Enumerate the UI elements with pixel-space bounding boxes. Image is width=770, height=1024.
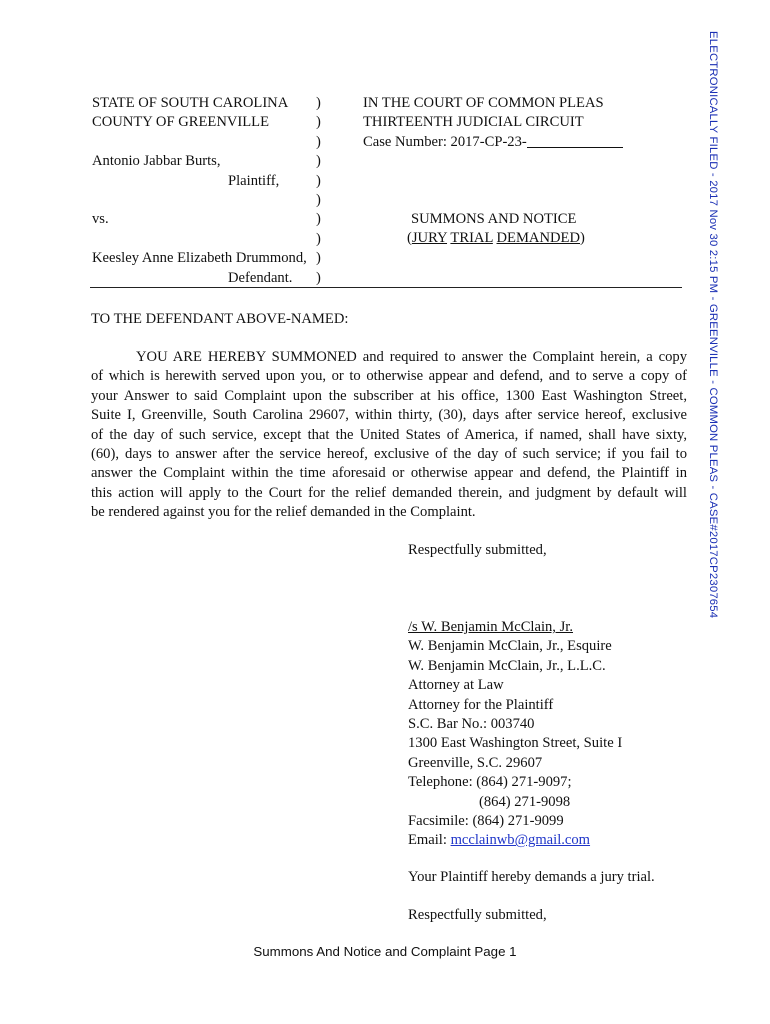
- document-title-block: [407, 210, 585, 249]
- firm-name: W. Benjamin McClain, Jr., L.L.C.: [408, 657, 606, 674]
- electronic-filing-stamp: ELECTRONICALLY FILED - 2017 Nov 30 2:15 PM - GREENVILLE - COMMON PLEAS - CASE#2017CP2307654: [707, 31, 719, 619]
- document-title: SUMMONS AND NOTICE: [411, 211, 577, 227]
- signature-block: [408, 618, 622, 851]
- plaintiff-label: Plaintiff,: [228, 172, 280, 189]
- bar-number: S.C. Bar No.: 003740: [408, 715, 535, 732]
- case-number-label: Case Number: 2017-CP-23-: [363, 133, 527, 150]
- closing: Respectfully submitted,: [408, 542, 547, 558]
- paren-open: (: [407, 230, 412, 247]
- facsimile: Facsimile: (864) 271-9099: [408, 812, 564, 829]
- attorney-role: Attorney for the Plaintiff: [408, 696, 554, 713]
- paren-close: ): [580, 230, 585, 247]
- jury-demand-statement: Your Plaintiff hereby demands a jury trial.: [408, 869, 655, 885]
- paren: ): [316, 191, 321, 208]
- jury-trial-demanded: [407, 229, 585, 248]
- paren: ): [316, 230, 321, 247]
- paren: ): [316, 133, 321, 150]
- email-line: [408, 831, 622, 850]
- body-line: YOU ARE HEREBY SUMMONED and required to answer the Complaint herein, a copy: [136, 349, 687, 365]
- attorney-name: W. Benjamin McClain, Jr., Esquire: [408, 638, 612, 655]
- summons-body: [91, 348, 687, 523]
- plaintiff-name: Antonio Jabbar Burts,: [92, 153, 221, 170]
- demanded-word: DEMANDED: [496, 230, 581, 247]
- defendant-label: Defendant.: [228, 269, 293, 286]
- address-line-1: 1300 East Washington Street, Suite I: [408, 735, 623, 752]
- paren: ): [316, 269, 321, 286]
- email-link[interactable]: mcclainwb@gmail.com: [450, 832, 591, 849]
- county-line: COUNTY OF GREENVILLE: [92, 114, 269, 131]
- electronic-signature: /s W. Benjamin McClain, Jr.: [408, 619, 573, 635]
- caption-spacer: [92, 191, 307, 210]
- court-name: IN THE COURT OF COMMON PLEAS: [363, 95, 604, 111]
- body-line: your Answer to said Complaint upon the subscriber at his office, 1300 East Washington Street,: [91, 387, 687, 404]
- address-line-2: Greenville, S.C. 29607: [408, 754, 543, 771]
- body-line: answer the Complaint within the time aforesaid or otherwise appear and defend, the Plaintiff in: [91, 465, 687, 482]
- body-line: this action will apply to the Court for the relief demanded therein, and judgment by default will: [91, 484, 687, 501]
- closing-2: Respectfully submitted,: [408, 907, 547, 923]
- caption-parentheses: [316, 94, 321, 288]
- body-line: be rendered against you for the relief demanded in the Complaint.: [91, 504, 476, 521]
- body-line: of the day of such service, except that the United States of America, if named, shall have sixty,: [91, 426, 687, 443]
- paren: ): [316, 211, 321, 228]
- body-line: of which is herewith served upon you, or to otherwise appear and defend, and to serve a copy of: [91, 368, 687, 385]
- page-footer: Summons And Notice and Complaint Page 1: [253, 944, 517, 959]
- attorney-title: Attorney at Law: [408, 677, 504, 694]
- court-info: [363, 94, 623, 152]
- caption-parties: [92, 94, 307, 288]
- defendant-name: Keesley Anne Elizabeth Drummond,: [92, 250, 307, 267]
- caption-spacer: [92, 133, 307, 152]
- caption-spacer: [92, 230, 307, 249]
- paren: ): [316, 95, 321, 111]
- caption-divider: [90, 287, 682, 288]
- paren: ): [316, 114, 321, 131]
- body-line: (60), days to answer after the service hereof, exclusive of the day of such service; if you fail to: [91, 445, 687, 462]
- paren: ): [316, 172, 321, 189]
- versus-label: vs.: [92, 211, 109, 228]
- jury-word: JURY: [411, 230, 448, 247]
- case-number: [363, 133, 623, 152]
- paren: ): [316, 153, 321, 170]
- email-label: Email:: [408, 832, 451, 849]
- case-number-blank: [527, 133, 623, 148]
- state-line: STATE OF SOUTH CAROLINA: [92, 95, 289, 111]
- circuit-name: THIRTEENTH JUDICIAL CIRCUIT: [363, 114, 584, 131]
- paren: ): [316, 250, 321, 267]
- telephone: Telephone: (864) 271-9097;: [408, 774, 572, 791]
- trial-word: TRIAL: [450, 230, 493, 247]
- body-line: Suite I, Greenville, South Carolina 29607, within thirty, (30), days after service hereof, exclusive: [91, 407, 687, 424]
- telephone-2: (864) 271-9098: [479, 793, 571, 810]
- addressee: TO THE DEFENDANT ABOVE-NAMED:: [91, 311, 349, 327]
